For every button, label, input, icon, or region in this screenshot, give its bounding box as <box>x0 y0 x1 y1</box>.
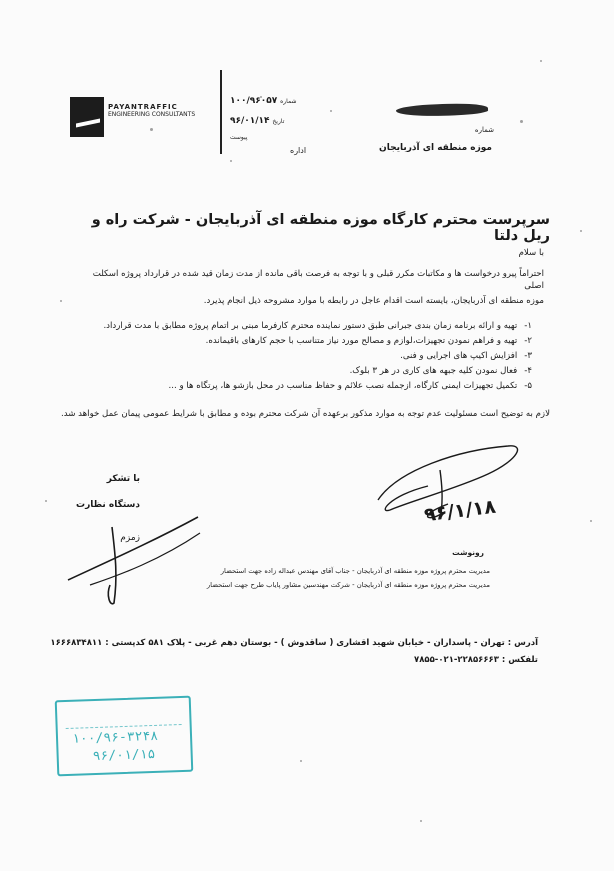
list-item <box>72 380 532 392</box>
number-label: شماره <box>280 98 297 105</box>
list-item-number: ۳- <box>524 351 532 361</box>
list-item <box>72 320 532 332</box>
stamp-number: ۱۰۰/۹۶-۳۲۴۸ <box>71 728 159 747</box>
list-item-number: ۱- <box>524 321 532 331</box>
logo-text <box>108 104 218 118</box>
date-row <box>230 116 310 126</box>
number-row <box>230 96 310 106</box>
registration-stamp <box>55 696 194 777</box>
list-item-number: ۲- <box>524 336 532 346</box>
stamp-header-lines <box>65 702 182 729</box>
thanks-text: با تشکر <box>106 474 140 484</box>
footer-address: آدرس : تهران - پاسداران - خیابان شهید اقشاری ( ساقدوش ) - بوستان دهم غربی - پلاک ۵۸۱ کدپستی : ۱۶۶۶۸۳۴۸۱۱ <box>50 638 538 648</box>
footer-phone: تلفکس : ۲۲۸۵۶۶۶۳-۰۲۱-۷۸۵۵ <box>414 655 538 665</box>
list-item-text: افزایش اکیپ های اجرایی و فنی. <box>400 351 518 361</box>
list-item-text: فعال نمودن کلیه جبهه های کاری در هر ۳ بلوک. <box>349 366 518 376</box>
dept-label: اداره <box>290 146 307 155</box>
right-label: شماره <box>474 126 494 134</box>
list-item-text: تهیه و ارائه برنامه زمان بندی جبرانی طبق دستور نماینده محترم کارفرما مبنی بر اتمام پروژه مطابق با مدت قرارداد. <box>103 321 518 331</box>
handwritten-date: ۹۶/۱/۱۸ <box>422 495 497 527</box>
copy-line-1: مدیریت محترم پروژه موزه منطقه ای آذربایجان - جناب آقای مهندس عبداله زاده جهت استحضار <box>220 567 490 575</box>
date-label: تاریخ <box>272 118 285 125</box>
attachment-label: پیوست <box>230 134 248 141</box>
recipient-heading: موزه منطقه ای آذربایجان <box>379 143 492 153</box>
copies-heading: رونوشت <box>452 548 484 557</box>
list-item-number: ۴- <box>524 366 532 376</box>
list-item-text: تکمیل تجهیزات ایمنی کارگاه، ازجمله نصب علائم و حفاظ مناسب در محل بازشو ها، پرتگاه ها و ... <box>168 381 518 391</box>
logo-brand: PAYANTRAFFIC <box>108 103 178 111</box>
list-item-text: تهیه و فراهم نمودن تجهیزات،لوازم و مصالح مورد نیاز متناسب با حجم کارهای باقیمانده. <box>205 336 518 346</box>
paragraph-line-1: احتراماً پیرو درخواست ها و مکاتبات مکرر قبلی و با توجه به فرصت باقی مانده از مدت زمان قید شده در قرارداد پروژه اسکلت اصلی <box>92 269 544 291</box>
date-value: ۹۶/۰۱/۱۴ <box>230 116 270 126</box>
greeting: با سلام <box>518 248 544 258</box>
supervision-authority: دستگاه نظارت <box>76 500 140 510</box>
signer-name: زمزم <box>120 533 140 543</box>
stamp-date: ۹۶/۰۱/۱۵ <box>92 746 156 765</box>
number-value: ۱۰۰/۹۶۰۵۷ <box>230 96 278 106</box>
header-seal-mark <box>396 102 489 119</box>
company-logo-icon <box>70 97 104 137</box>
list-item <box>72 365 532 377</box>
paragraph-line-2: موزه منطقه ای آذربایجان، بایسته است اقدام عاجل در رابطه با موارد مشروحه ذیل انجام پذیرد. <box>203 296 544 306</box>
left-signature-icon <box>60 505 210 615</box>
list-item <box>72 335 532 347</box>
logo-subtitle: ENGINEERING CONSULTANTS <box>108 111 196 118</box>
right-signature-icon <box>368 440 528 540</box>
closing-paragraph: لازم به توضیح است مسئولیت عدم توجه به موارد مذکور برعهده آن شرکت محترم بوده و مطابق با شرایط عمومی پیمان عمل خواهد شد. <box>60 409 550 419</box>
list-item-number: ۵- <box>524 381 532 391</box>
header-divider <box>220 70 222 154</box>
copy-line-2: مدیریت محترم پروژه موزه منطقه ای آذربایجان - شرکت مهندسین مشاور پایاب طرح جهت استحضار <box>206 581 490 589</box>
list-item <box>72 350 532 362</box>
letter-subject: سرپرست محترم کارگاه موزه منطقه ای آذربایجان - شرکت راه و ریل دلتا <box>91 212 550 244</box>
